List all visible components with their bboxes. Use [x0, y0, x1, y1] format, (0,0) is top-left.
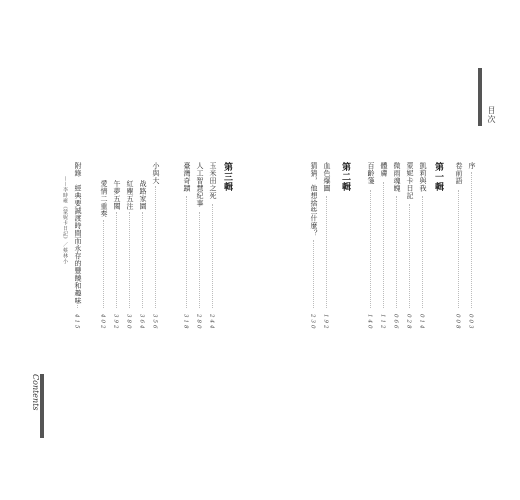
footer-bar: [40, 374, 44, 438]
leader-dots: [313, 240, 315, 308]
page-number: 230: [309, 314, 316, 331]
contents-label: Contents: [31, 374, 40, 411]
page-number: 415: [73, 314, 80, 331]
leader-dots: [458, 190, 460, 308]
toc-title: 目次: [487, 106, 496, 124]
leader-dots: [199, 212, 201, 308]
leader-dots: [77, 300, 79, 308]
leader-dots: [326, 196, 328, 308]
leader-dots: [409, 204, 411, 308]
page-number: 364: [138, 314, 145, 331]
toc-entry[interactable]: 微雨魂魄: [393, 162, 401, 192]
toc-entry[interactable]: 战路家園: [139, 180, 147, 210]
toc-entry[interactable]: 小與大: [152, 162, 160, 185]
page-number: 192: [322, 314, 329, 331]
leader-dots: [116, 212, 118, 308]
leader-dots: [186, 196, 188, 308]
toc-entry[interactable]: 紅塵五注: [126, 180, 134, 210]
leader-dots: [422, 196, 424, 308]
leader-dots: [129, 212, 131, 308]
toc-entry[interactable]: 凱莉與我: [419, 162, 427, 192]
appendix-subtitle: ——李時雍《蒙妮卡日記》／蔡林小: [62, 176, 68, 264]
heading-bar: [478, 68, 482, 126]
page-number: 280: [195, 314, 202, 331]
toc-entry[interactable]: 臺灣奇蹟: [183, 162, 191, 192]
toc-entry[interactable]: 午夢五闋: [113, 180, 121, 210]
page-number: 066: [392, 314, 399, 331]
toc-entry[interactable]: 玉米田之死: [209, 162, 217, 200]
leader-dots: [370, 190, 372, 308]
toc-entry[interactable]: 猜猜，他想捨些什麼？: [310, 162, 318, 237]
toc-entry[interactable]: 體膚: [380, 162, 388, 177]
page-number: 140: [366, 314, 373, 331]
leader-dots: [142, 212, 144, 308]
leader-dots: [396, 196, 398, 308]
leader-dots: [103, 220, 105, 308]
toc-entry-preface[interactable]: 序: [468, 162, 476, 170]
page-number: 402: [99, 314, 106, 331]
page-number: 008: [454, 314, 461, 331]
page-number: 112: [379, 314, 386, 331]
page-number: 318: [182, 314, 189, 331]
page-number: 392: [112, 314, 119, 331]
page-number: 014: [418, 314, 425, 331]
leader-dots: [471, 172, 473, 308]
leader-dots: [155, 186, 157, 308]
section-heading-2: 第二輯: [340, 162, 350, 192]
leader-dots: [212, 204, 214, 308]
leader-dots: [383, 182, 385, 308]
toc-entry-appendix[interactable]: 附錄 經典要誠渡時間而永存的豐饒和趣味: [74, 162, 82, 305]
section-heading-3: 第三輯: [222, 162, 232, 192]
page-number: 244: [208, 314, 215, 331]
toc-entry[interactable]: 血色爆圖: [323, 162, 331, 192]
page-number: 028: [405, 314, 412, 331]
page-number: 356: [151, 314, 158, 331]
toc-entry[interactable]: 愛情二重奏: [100, 180, 108, 218]
toc-entry-inscription[interactable]: 卷前語: [455, 162, 463, 185]
toc-entry[interactable]: 百齡箋: [367, 162, 375, 185]
toc-entry[interactable]: 蒙妮卡日記: [406, 162, 414, 200]
page-number: 380: [125, 314, 132, 331]
page-number: 003: [467, 314, 474, 331]
toc-entry[interactable]: 人工智慧紀事: [196, 162, 204, 207]
section-heading-1: 第一輯: [433, 162, 443, 192]
